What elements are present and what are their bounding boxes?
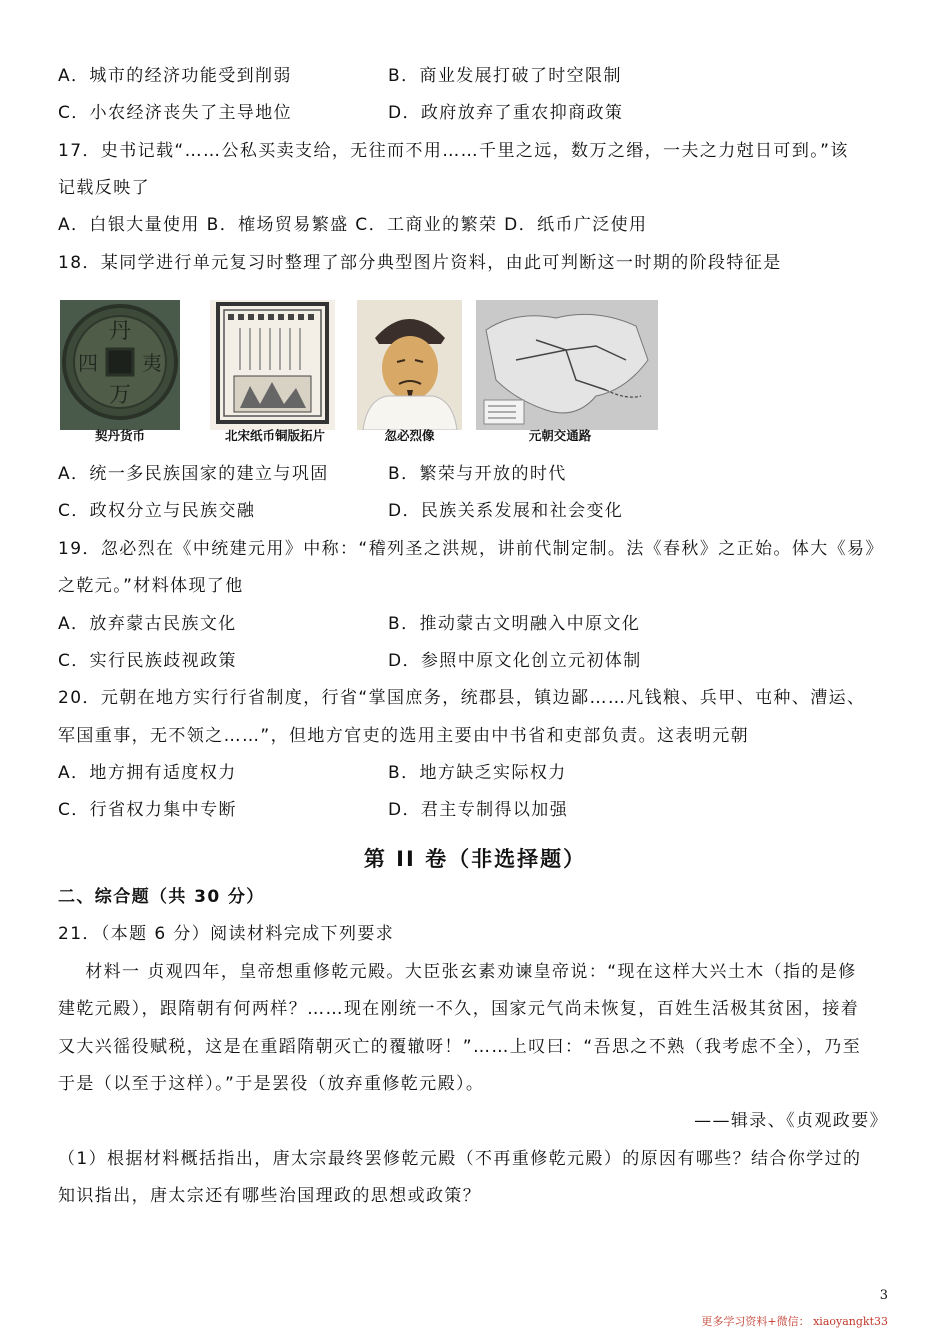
q21-source: ——辑录、《贞观政要》 (694, 1111, 888, 1131)
q18-stem: 18．某同学进行单元复习时整理了部分典型图片资料，由此可判断这一时期的阶段特征是 (58, 253, 782, 273)
q16-option-d: D．政府放弃了重农抑商政策 (388, 103, 624, 123)
q18-option-c: C．政权分立与民族交融 (58, 501, 256, 521)
caption-kublai-portrait: 忽必烈像 (384, 428, 435, 443)
q18-option-b: B．繁荣与开放的时代 (388, 464, 567, 484)
svg-text:丹: 丹 (108, 319, 132, 344)
khitan-coin-image (60, 300, 180, 430)
footer-note: 更多学习资料+微信： xiaoyangkt33 (701, 1315, 888, 1328)
q17-options: A．白银大量使用 B．榷场贸易繁盛 C．工商业的繁荣 D．纸币广泛使用 (58, 215, 648, 235)
q20-option-d: D．君主专制得以加强 (388, 800, 569, 820)
q21-sub1-line2: 知识指出，唐太宗还有哪些治国理政的思想或政策？ (58, 1186, 482, 1206)
yuan-transport-map-image (476, 300, 658, 430)
q19-stem-line1: 19．忽必烈在《中统建元用》中称：“稽列圣之洪规，讲前代制定制。法《春秋》之正始。体大《易》 (58, 539, 884, 559)
q19-stem-line2: 之乾元。”材料体现了他 (58, 576, 244, 596)
svg-text:万: 万 (108, 383, 132, 408)
q21-material-line3: 又大兴徭役赋税，这是在重蹈隋朝灭亡的覆辙呀！”……上叹曰：“吾思之不熟（我考虑不全），乃至 (58, 1037, 862, 1057)
q20-option-a: A．地方拥有适度权力 (58, 763, 237, 783)
q21-material-line4: 于是（以至于这样）。”于是罢役（放弃重修乾元殿）。 (58, 1074, 485, 1094)
q20-option-b: B．地方缺乏实际权力 (388, 763, 567, 783)
q21-material-line1: 材料一 贞观四年，皇帝想重修乾元殿。大臣张玄素劝谏皇帝说：“现在这样大兴土木（指的是修 (58, 962, 857, 982)
q18-option-d: D．民族关系发展和社会变化 (388, 501, 624, 521)
q21-material-line2: 建乾元殿），跟隋朝有何两样？……现在刚统一不久，国家元气尚未恢复，百姓生活极其贫困，接着 (58, 999, 860, 1019)
q20-stem-line1: 20．元朝在地方实行行省制度，行省“掌国庶务，统郡县，镇边鄙……凡钱粮、兵甲、屯种、漕运、 (58, 688, 866, 708)
svg-text:四: 四 (78, 351, 98, 375)
section-heading: 二、综合题（共 30 分） (58, 887, 265, 907)
kublai-portrait-image (357, 300, 462, 430)
q18-option-a: A．统一多民族国家的建立与巩固 (58, 464, 329, 484)
q20-stem-line2: 军国重事，无不领之……”，但地方官吏的选用主要由中书省和吏部负责。这表明元朝 (58, 726, 750, 746)
q19-option-c: C．实行民族歧视政策 (58, 651, 237, 671)
q16-option-b: B．商业发展打破了时空限制 (388, 66, 622, 86)
q21-stem: 21．（本题 6 分）阅读材料完成下列要求 (58, 924, 395, 944)
caption-yuan-transport-map: 元朝交通路 (528, 428, 592, 443)
q21-sub1-line1: （1）根据材料概括指出，唐太宗最终罢修乾元殿（不再重修乾元殿）的原因有哪些？结合你学过的 (58, 1149, 862, 1169)
q19-option-a: A．放弃蒙古民族文化 (58, 614, 237, 634)
q16-option-a: A．城市的经济功能受到削弱 (58, 66, 292, 86)
svg-text:夷: 夷 (142, 351, 162, 375)
q19-option-d: D．参照中原文化创立元初体制 (388, 651, 642, 671)
caption-khitan-coin: 契丹货币 (94, 428, 145, 443)
q20-option-c: C．行省权力集中专断 (58, 800, 237, 820)
q16-option-c: C．小农经济丧失了主导地位 (58, 103, 293, 123)
page-number: 3 (879, 1288, 888, 1303)
q19-option-b: B．推动蒙古文明融入中原文化 (388, 614, 641, 634)
caption-song-paper-money: 北宋纸币铜版拓片 (224, 428, 325, 443)
q17-stem-line1: 17．史书记载“……公私买卖支给，无往而不用……千里之远，数万之缗，一夫之力尅日可到。”该 (58, 141, 849, 161)
q17-stem-line2: 记载反映了 (58, 178, 150, 198)
song-paper-money-image (210, 300, 335, 430)
part2-title: 第 II 卷（非选择题） (363, 847, 587, 871)
